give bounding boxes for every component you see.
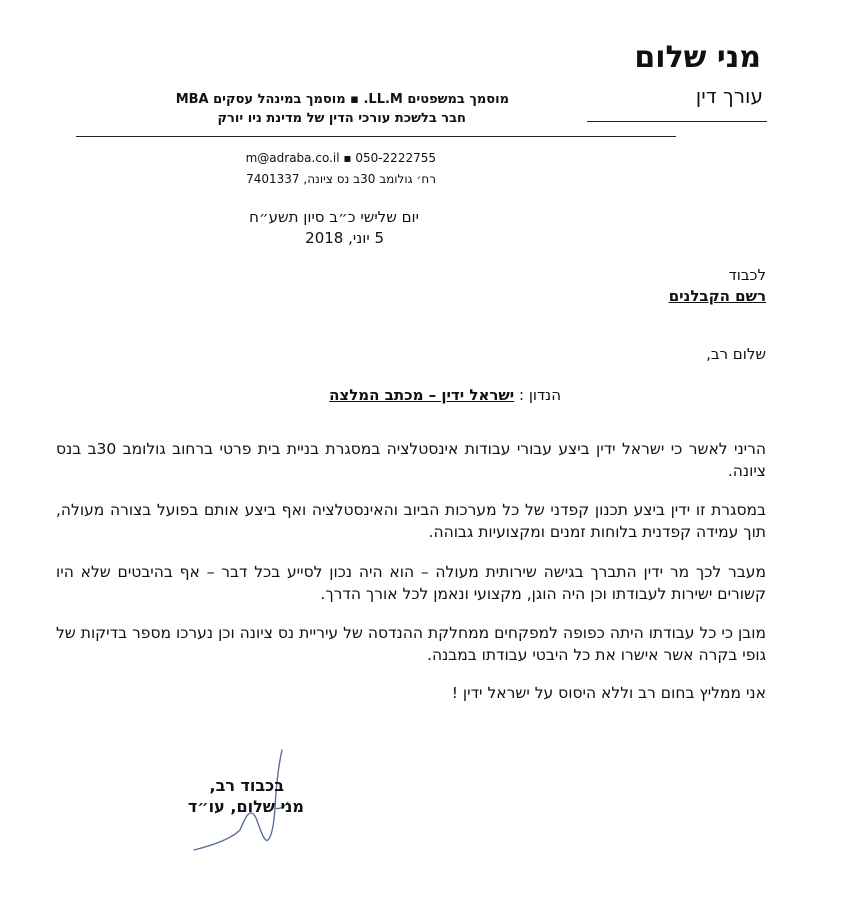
qualifications-line: מוסמך במשפטים LL.M. ▪ מוסמך במינהל עסקים MBA [175,92,509,107]
recipient-name: רשם הקבלנים [668,287,766,305]
body-paragraph: במסגרת זו ידין ביצע תכנון קפדני של כל מערכות הביוב והאינסטלציה ואף ביצע אותם בפועל בצורה מעולה, תוך עמידה קפדנית בלוחות זמנים ומקצועיות גבוהה. [56,501,766,541]
subject-line [329,386,561,404]
recipient-label: לכבוד [728,266,766,284]
contact-line: m@adraba.co.il ▪ 050-2222755 [245,151,436,165]
letterhead-divider [76,136,676,137]
body-paragraph: הריני לאשר כי ישראל ידין ביצע עבורי עבודות אינסטלציה במסגרת בניית בית פרטי ברחוב גולומב 30ב בנס ציונה. [56,440,766,480]
hebrew-date: יום שלישי כ״ב סיון תשע״ח [249,208,419,226]
signature-closing: בכבוד רב, [209,776,284,795]
author-name: מני שלום [634,40,761,75]
name-underline [587,121,767,122]
body-paragraph: מעבר לכך מר ידין התברך בגישה שירותית מעולה – הוא היה נכון לסייע בכל דבר – אף בהיבטים שלא היו קשורים ישירות לעבודתו וכן היה הוגן, מקצועי ונאמן לכל אורך הדרך. [56,563,766,603]
salutation: שלום רב, [706,345,766,363]
gregorian-date: 5 יוני, 2018 [305,229,384,247]
signature-name: מני שלום, עו״ד [187,797,304,816]
body-paragraph: מובן כי כל עבודתו היתה כפופה למפקחים ממחלקת ההנדסה של עיריית נס ציונה וכן נערכו מספר בדיקות של גופי בקרה אשר אישרו את כל היבטי עבודתו במבנה. [56,624,766,664]
subject-label: הנדון : [519,386,561,404]
membership-line: חבר בלשכת עורכי הדין של מדינת ניו יורק [217,111,466,126]
subject-text: ישראל ידין – מכתב המלצה [329,386,515,404]
recommendation-line: אני ממליץ בחום רב וללא היסוס על ישראל ידין ! [451,684,766,702]
address-line: רח׳ גולומב 30ב נס ציונה, 7401337 [246,172,436,186]
author-title: עורך דין [695,84,763,108]
